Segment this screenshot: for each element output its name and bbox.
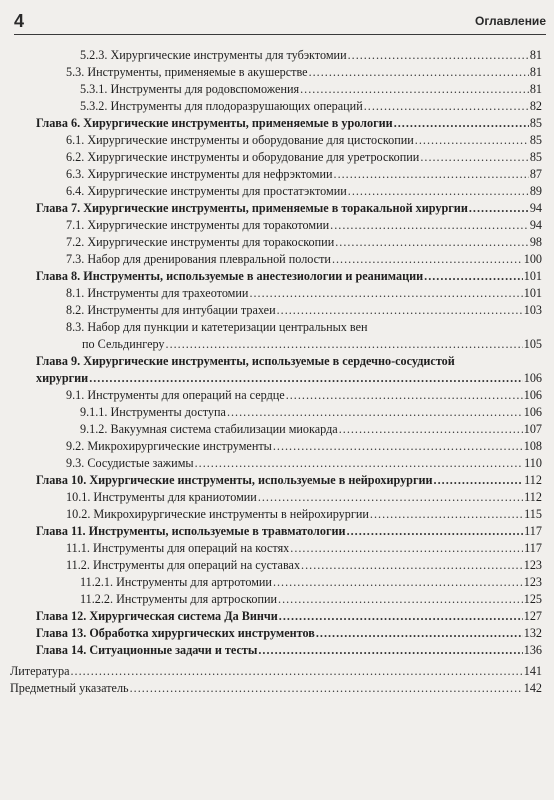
dot-leader — [370, 507, 523, 522]
toc-entry-page: 106 — [523, 405, 542, 419]
toc-entry — [0, 97, 554, 114]
toc-entry-page: 103 — [523, 303, 542, 317]
dot-leader — [309, 65, 529, 80]
toc-entry-page: 82 — [529, 99, 542, 113]
toc-entry — [0, 233, 554, 250]
toc-entry-title: 11.2.1. Инструменты для артротомии — [80, 575, 272, 589]
toc-entry-page: 87 — [529, 167, 542, 181]
toc-entry-title: Глава 9. Хирургические инструменты, используемые в сердечно-сосудистой — [36, 354, 455, 368]
toc-entry-page: 127 — [523, 609, 542, 623]
toc-entry — [0, 284, 554, 301]
toc-entry-title: 9.1.1. Инструменты доступа — [80, 405, 226, 419]
toc-entry-title: Предметный указатель — [10, 681, 129, 695]
dot-leader — [278, 592, 523, 607]
dot-leader — [258, 490, 523, 505]
dot-leader — [348, 184, 529, 199]
dot-leader — [195, 456, 524, 471]
toc-entry — [0, 63, 554, 80]
dot-leader — [70, 664, 522, 679]
toc-entry — [0, 250, 554, 267]
toc-entry-title: 6.1. Хирургические инструменты и оборудование для цистоскопии — [66, 133, 414, 147]
toc-entry-page: 94 — [529, 201, 542, 215]
toc-entry-title: 9.3. Сосудистые зажимы — [66, 456, 194, 470]
toc-entry — [0, 539, 554, 556]
toc-entry-page: 142 — [523, 681, 542, 695]
dot-leader — [316, 626, 523, 641]
toc-entry-page: 115 — [524, 507, 542, 521]
dot-leader — [339, 422, 523, 437]
dot-leader — [290, 541, 523, 556]
toc-entry — [0, 301, 554, 318]
dot-leader — [347, 524, 524, 539]
toc-entry-page: 123 — [523, 558, 542, 572]
toc-entry-title: 7.1. Хирургические инструменты для торакотомии — [66, 218, 330, 232]
running-title: Оглавление — [475, 14, 546, 28]
toc-entry-title: 6.3. Хирургические инструменты для нефрэктомии — [66, 167, 333, 181]
dot-leader — [348, 48, 529, 63]
toc-entry-page: 106 — [523, 371, 542, 385]
dot-leader — [364, 99, 529, 114]
toc-entry-title: 9.1.2. Вакуумная система стабилизации миокарда — [80, 422, 338, 436]
dot-leader — [332, 252, 523, 267]
toc-entry-page: 81 — [529, 65, 542, 79]
toc-entry-page: 125 — [523, 592, 542, 606]
dot-leader — [227, 405, 523, 420]
dot-leader — [166, 337, 523, 352]
toc-entry — [0, 662, 554, 679]
toc-entry-title: Глава 6. Хирургические инструменты, применяемые в урологии — [36, 116, 393, 130]
toc-chapter-entry — [0, 114, 554, 131]
toc-entry-title: 7.2. Хирургические инструменты для торакоскопии — [66, 235, 335, 249]
toc-entry-page: 89 — [529, 184, 542, 198]
toc-entry-page: 101 — [523, 269, 542, 283]
toc-entry-title: 8.3. Набор для пункции и катетеризации центральных вен — [66, 320, 368, 334]
dot-leader — [469, 201, 529, 216]
toc-entry — [0, 679, 554, 696]
toc-entry-title: Глава 12. Хирургическая система Да Винчи — [36, 609, 278, 623]
dot-leader — [330, 218, 529, 233]
toc-entry-page: 117 — [524, 541, 542, 555]
dot-leader — [301, 558, 523, 573]
toc-entry-title: 5.2.3. Хирургические инструменты для тубэктомии — [80, 48, 347, 62]
toc-entry-page: 98 — [529, 235, 542, 249]
dot-leader — [273, 575, 523, 590]
dot-leader — [434, 473, 524, 488]
toc-entry-page: 85 — [529, 116, 542, 130]
toc-entry — [0, 148, 554, 165]
toc-entry-page: 112 — [524, 490, 542, 504]
header-rule — [14, 34, 546, 35]
toc-chapter-entry — [0, 352, 554, 369]
toc-entry-page: 85 — [529, 133, 542, 147]
toc-entry-page: 108 — [523, 439, 542, 453]
toc-entry — [0, 573, 554, 590]
toc-entry — [0, 216, 554, 233]
toc-entry-title: 10.1. Инструменты для краниотомии — [66, 490, 257, 504]
toc-entry-title: 9.1. Инструменты для операций на сердце — [66, 388, 285, 402]
toc-entry-page: 105 — [523, 337, 542, 351]
dot-leader — [130, 681, 523, 696]
dot-leader — [273, 439, 523, 454]
toc-entry-page: 81 — [529, 82, 542, 96]
toc-chapter-entry — [0, 471, 554, 488]
toc-chapter-entry — [0, 267, 554, 284]
toc-entry-page: 110 — [524, 456, 542, 470]
toc-entry — [0, 318, 554, 335]
toc-chapter-entry — [0, 641, 554, 658]
toc-entry-page: 123 — [523, 575, 542, 589]
toc-entry-page: 94 — [529, 218, 542, 232]
toc-entry-title: хирургии — [36, 371, 89, 385]
toc-entry-page: 100 — [523, 252, 542, 266]
toc-entry — [0, 488, 554, 505]
toc-entry-title: Глава 11. Инструменты, используемые в травматологии — [36, 524, 346, 538]
toc-entry-title: Глава 8. Инструменты, используемые в анестезиологии и реанимации — [36, 269, 424, 283]
dot-leader — [258, 643, 522, 658]
dot-leader — [279, 609, 523, 624]
toc-entry-title: 11.1. Инструменты для операций на костях — [66, 541, 290, 555]
dot-leader — [277, 303, 523, 318]
dot-leader — [286, 388, 523, 403]
toc-entry-page: 132 — [523, 626, 542, 640]
toc-entry-title: Глава 7. Хирургические инструменты, применяемые в торакальной хирургии — [36, 201, 468, 215]
toc-entry-title: 7.3. Набор для дренирования плевральной полости — [66, 252, 331, 266]
toc-entry-page: 136 — [523, 643, 542, 657]
page-number: 4 — [14, 10, 25, 31]
dot-leader — [394, 116, 529, 131]
toc-entry — [0, 556, 554, 573]
toc-chapter-entry — [0, 522, 554, 539]
dot-leader — [249, 286, 522, 301]
dot-leader — [335, 235, 529, 250]
toc-entry-page: 106 — [523, 388, 542, 402]
dot-leader — [89, 371, 523, 386]
toc-chapter-entry — [0, 369, 554, 386]
toc-entry-title: 8.2. Инструменты для интубации трахеи — [66, 303, 276, 317]
toc-entry — [0, 386, 554, 403]
toc-entry-title: 5.3. Инструменты, применяемые в акушерстве — [66, 65, 308, 79]
toc-entry — [0, 46, 554, 63]
toc-entry-page: 85 — [529, 150, 542, 164]
toc-entry-page: 107 — [523, 422, 542, 436]
toc-entry-title: Глава 13. Обработка хирургических инструментов — [36, 626, 315, 640]
toc-entry-title: 5.3.1. Инструменты для родовспоможения — [80, 82, 300, 96]
toc-entry — [0, 165, 554, 182]
toc-entry-page: 101 — [523, 286, 542, 300]
toc-entry-page: 117 — [524, 524, 542, 538]
toc-entry-title: 5.3.2. Инструменты для плодоразрушающих операций — [80, 99, 363, 113]
toc-entry — [0, 505, 554, 522]
toc-entry-title: 10.2. Микрохирургические инструменты в нейрохирургии — [66, 507, 369, 521]
toc-entry-title: 8.1. Инструменты для трахеотомии — [66, 286, 249, 300]
toc-entry-title: Глава 10. Хирургические инструменты, используемые в нейрохирургии — [36, 473, 433, 487]
toc-entry — [0, 335, 554, 352]
page-header — [14, 10, 546, 32]
toc-chapter-entry — [0, 624, 554, 641]
toc-entry — [0, 590, 554, 607]
toc-entry-page: 81 — [529, 48, 542, 62]
dot-leader — [424, 269, 523, 284]
toc-chapter-entry — [0, 199, 554, 216]
toc-entry — [0, 131, 554, 148]
dot-leader — [415, 133, 529, 148]
dot-leader — [334, 167, 529, 182]
toc-entry-page: 141 — [523, 664, 542, 678]
toc-entry-title: 11.2.2. Инструменты для артроскопии — [80, 592, 278, 606]
toc-entry-title: по Сельдингеру — [82, 337, 165, 351]
toc-chapter-entry — [0, 607, 554, 624]
toc-entry — [0, 437, 554, 454]
toc-entry-title: 9.2. Микрохирургические инструменты — [66, 439, 272, 453]
toc-entry — [0, 182, 554, 199]
toc-entry — [0, 403, 554, 420]
dot-leader — [300, 82, 529, 97]
toc-entry — [0, 80, 554, 97]
dot-leader — [420, 150, 528, 165]
toc-entry-title: 6.4. Хирургические инструменты для простатэктомии — [66, 184, 347, 198]
toc-entry-title: 6.2. Хирургические инструменты и оборудование для уретроскопии — [66, 150, 420, 164]
toc-entry-title: 11.2. Инструменты для операций на суставах — [66, 558, 301, 572]
toc-entry-page: 112 — [524, 473, 542, 487]
toc-entry — [0, 454, 554, 471]
toc-entry — [0, 420, 554, 437]
toc-entry-title: Глава 14. Ситуационные задачи и тесты — [36, 643, 258, 657]
toc-entry-title: Литература — [10, 664, 70, 678]
